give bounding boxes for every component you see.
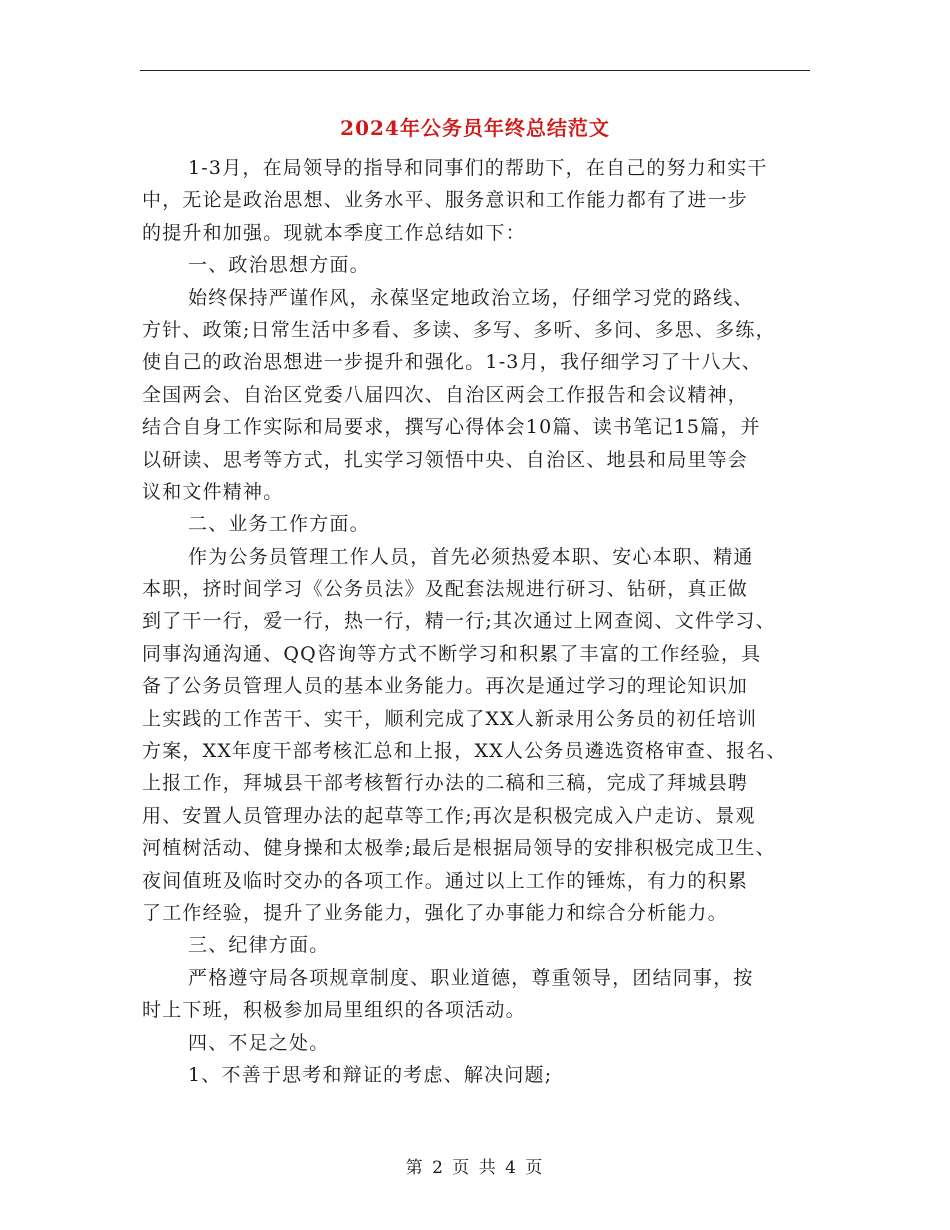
- section-heading: 二、业务工作方面。: [188, 513, 370, 536]
- paragraph-line: 本职，挤时间学习《公务员法》及配套法规进行研习、钻研，真正做: [142, 578, 749, 601]
- section-heading: 四、不足之处。: [188, 1031, 330, 1054]
- paragraph-line: 中，无论是政治思想、业务水平、服务意识和工作能力都有了进一步: [142, 189, 749, 212]
- paragraph-line: 议和文件精神。: [142, 480, 284, 503]
- paragraph-line: 使自己的政治思想进一步提升和强化。1-3月，我仔细学习了十八大、: [142, 351, 762, 374]
- paragraph-line: 的提升和加强。现就本季度工作总结如下：: [142, 221, 526, 244]
- paragraph-line: 方针、政策;日常生活中多看、多读、多写、多听、多问、多思、多练，: [142, 318, 776, 341]
- section-heading: 一、政治思想方面。: [188, 254, 370, 277]
- paragraph-line: 方案，XX年度干部考核汇总和上报，XX人公务员遴选资格审查、报名、: [142, 740, 787, 763]
- paragraph-line: 了工作经验，提升了业务能力，强化了办事能力和综合分析能力。: [142, 901, 728, 924]
- list-item: 1、不善于思考和辩证的考虑、解决问题;: [188, 1063, 553, 1086]
- paragraph-line: 始终保持严谨作风，永葆坚定地政治立场，仔细学习党的路线、: [188, 286, 754, 309]
- paragraph-line: 备了公务员管理人员的基本业务能力。再次是通过学习的理论知识加: [142, 675, 749, 698]
- paragraph-line: 作为公务员管理工作人员，首先必须热爱本职、安心本职、精通: [188, 545, 754, 568]
- paragraph-line: 以研读、思考等方式，扎实学习领悟中央、自治区、地县和局里等会: [142, 448, 749, 471]
- paragraph-line: 全国两会、自治区党委八届四次、自治区两会工作报告和会议精神，: [142, 383, 749, 406]
- document-body: [142, 152, 818, 1091]
- document-title: 2024年公务员年终总结范文: [340, 116, 610, 140]
- paragraph-line: 同事沟通沟通、QQ咨询等方式不断学习和积累了丰富的工作经验，具: [142, 642, 762, 665]
- paragraph-line: 到了干一行，爱一行，热一行，精一行;其次通过上网查阅、文件学习、: [142, 610, 776, 633]
- paragraph-line: 严格遵守局各项规章制度、职业道德，尊重领导，团结同事，按: [188, 966, 754, 989]
- paragraph-line: 结合自身工作实际和局要求，撰写心得体会10篇、读书笔记15篇，并: [142, 416, 761, 439]
- paragraph-line: 河植树活动、健身操和太极拳;最后是根据局领导的安排积极完成卫生、: [142, 837, 776, 860]
- paragraph-line: 时上下班，积极参加局里组织的各项活动。: [142, 999, 526, 1022]
- header-rule: [140, 70, 810, 71]
- section-heading: 三、纪律方面。: [188, 934, 330, 957]
- paragraph-line: 用、安置人员管理办法的起草等工作;再次是积极完成入户走访、景观: [142, 804, 756, 827]
- paragraph-line: 夜间值班及临时交办的各项工作。通过以上工作的锤炼，有力的积累: [142, 869, 749, 892]
- paragraph-line: 1-3月，在局领导的指导和同事们的帮助下，在自己的努力和实干: [188, 157, 768, 179]
- page-number: 第 2 页 共 4 页: [405, 1158, 545, 1178]
- paragraph-line: 上报工作，拜城县干部考核暂行办法的二稿和三稿，完成了拜城县聘: [142, 772, 749, 795]
- paragraph-line: 上实践的工作苦干、实干，顺利完成了XX人新录用公务员的初任培训: [142, 707, 758, 730]
